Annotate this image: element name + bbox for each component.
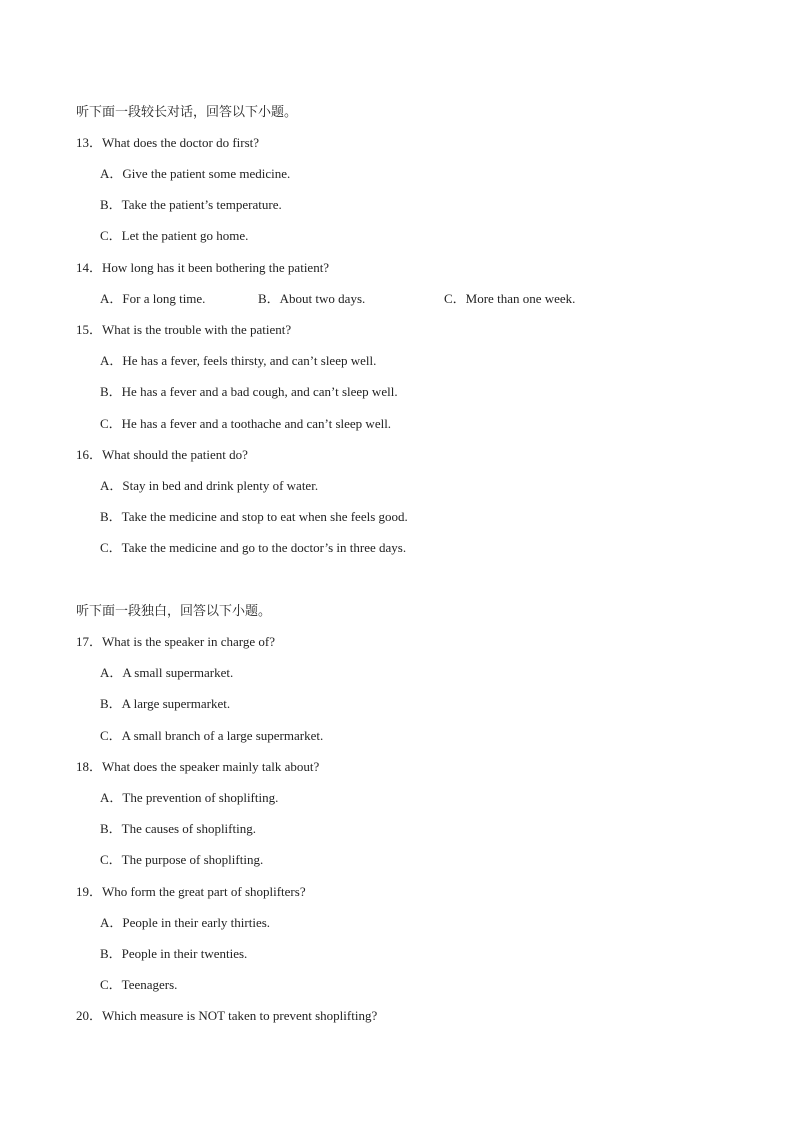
question-17-option-b[interactable]: B．A large supermarket. bbox=[100, 696, 231, 711]
question-18: 18．What does the speaker mainly talk about? bbox=[76, 759, 320, 774]
question-17-option-a[interactable]: A．A small supermarket. bbox=[100, 665, 234, 680]
question-15: 15．What is the trouble with the patient? bbox=[76, 322, 292, 337]
question-17-option-c[interactable]: C．A small branch of a large supermarket. bbox=[100, 728, 324, 743]
question-14-option-c[interactable]: C．More than one week. bbox=[444, 291, 576, 306]
question-19: 19．Who form the great part of shoplifters? bbox=[76, 884, 306, 899]
question-18-option-b[interactable]: B．The causes of shoplifting. bbox=[100, 821, 256, 836]
question-15-option-c[interactable]: C．He has a fever and a toothache and can’t sleep well. bbox=[100, 416, 392, 431]
question-19-option-a[interactable]: A．People in their early thirties. bbox=[100, 915, 271, 930]
question-19-option-c[interactable]: C．Teenagers. bbox=[100, 977, 178, 992]
question-13-option-a[interactable]: A．Give the patient some medicine. bbox=[100, 166, 291, 181]
section-2-heading: 听下面一段独白，回答以下小题。 bbox=[76, 603, 272, 618]
question-14-option-a[interactable]: A．For a long time. bbox=[100, 291, 206, 306]
question-18-option-c[interactable]: C．The purpose of shoplifting. bbox=[100, 852, 264, 867]
question-19-option-b[interactable]: B．People in their twenties. bbox=[100, 946, 248, 961]
question-15-option-b[interactable]: B．He has a fever and a bad cough, and can’t sleep well. bbox=[100, 384, 398, 399]
question-17: 17．What is the speaker in charge of? bbox=[76, 634, 276, 649]
question-16-option-b[interactable]: B．Take the medicine and stop to eat when she feels good. bbox=[100, 509, 408, 524]
question-16: 16．What should the patient do? bbox=[76, 447, 248, 462]
question-13: 13．What does the doctor do first? bbox=[76, 135, 260, 150]
question-15-option-a[interactable]: A．He has a fever, feels thirsty, and can’t sleep well. bbox=[100, 353, 377, 368]
question-14-option-b[interactable]: B．About two days. bbox=[258, 291, 366, 306]
question-16-option-a[interactable]: A．Stay in bed and drink plenty of water. bbox=[100, 478, 319, 493]
question-14: 14．How long has it been bothering the patient? bbox=[76, 260, 330, 275]
question-18-option-a[interactable]: A．The prevention of shoplifting. bbox=[100, 790, 279, 805]
question-13-option-b[interactable]: B．Take the patient’s temperature. bbox=[100, 197, 282, 212]
question-16-option-c[interactable]: C．Take the medicine and go to the doctor’s in three days. bbox=[100, 540, 407, 555]
question-20: 20．Which measure is NOT taken to prevent shoplifting? bbox=[76, 1008, 378, 1023]
question-13-option-c[interactable]: C．Let the patient go home. bbox=[100, 228, 249, 243]
section-1-heading: 听下面一段较长对话，回答以下小题。 bbox=[76, 104, 298, 119]
